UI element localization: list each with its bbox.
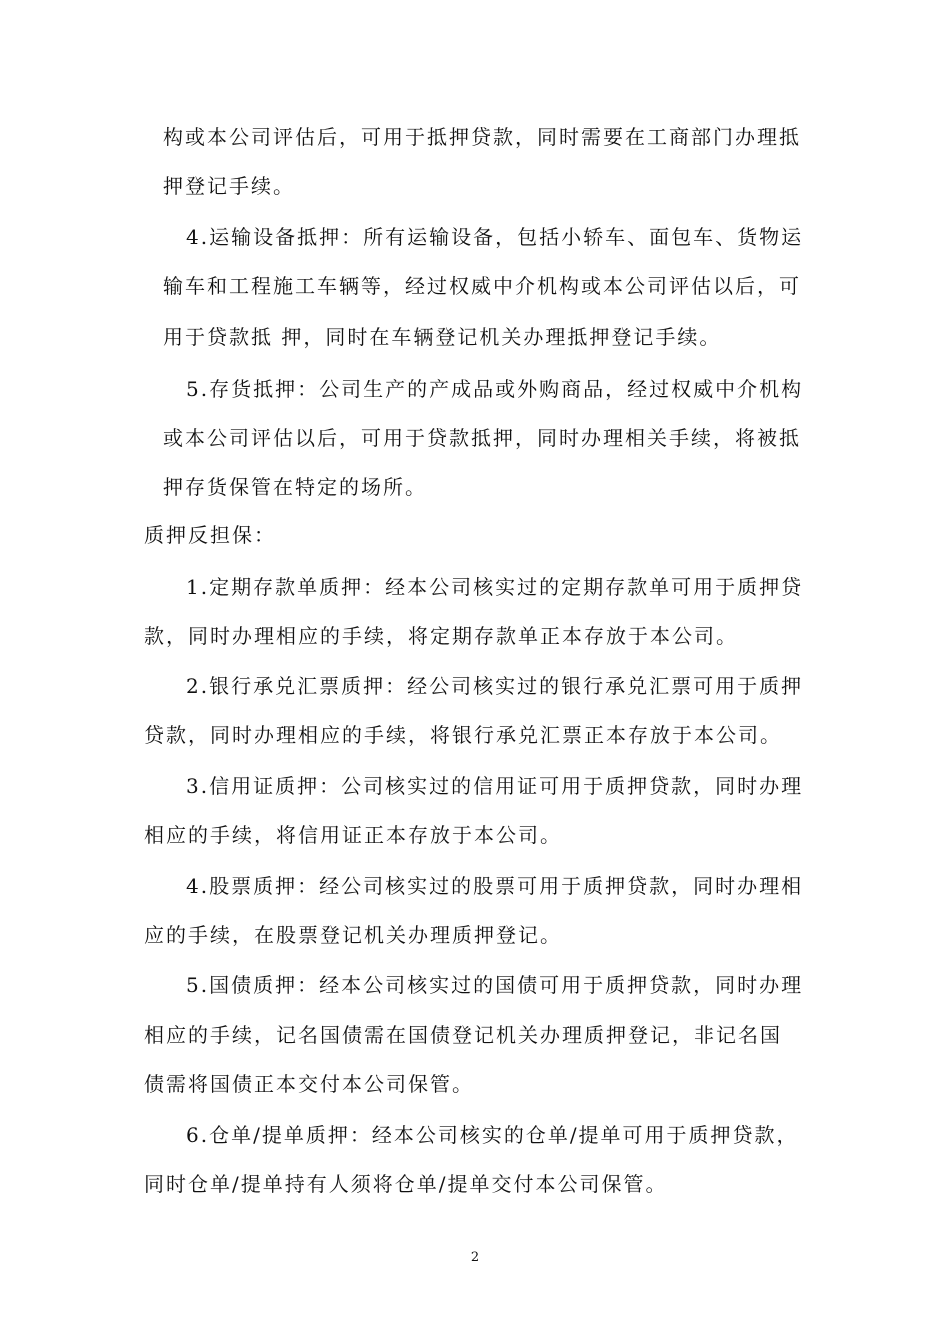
body-text-line: 3.信用证质押：公司核实过的信用证可用于质押贷款，同时办理 — [186, 774, 804, 798]
body-text-line: 押登记手续。 — [163, 174, 295, 198]
body-text-line: 用于贷款抵 押，同时在车辆登记机关办理抵押登记手续。 — [163, 325, 722, 349]
page-number: 2 — [470, 1250, 480, 1265]
body-text-line: 5.存货抵押：公司生产的产成品或外购商品，经过权威中介机构 — [186, 377, 804, 401]
body-text-line: 相应的手续，记名国债需在国债登记机关办理质押登记，非记名国 — [144, 1023, 782, 1047]
body-text-line: 构或本公司评估后，可用于抵押贷款，同时需要在工商部门办理抵 — [163, 125, 801, 149]
body-text-line: 款，同时办理相应的手续，将定期存款单正本存放于本公司。 — [144, 624, 738, 648]
body-text-line: 相应的手续，将信用证正本存放于本公司。 — [144, 823, 562, 847]
body-text-line: 4.运输设备抵押：所有运输设备，包括小轿车、面包车、货物运 — [186, 225, 804, 249]
body-text-line: 1.定期存款单质押：经本公司核实过的定期存款单可用于质押贷 — [186, 575, 804, 599]
body-text-line: 2.银行承兑汇票质押：经公司核实过的银行承兑汇票可用于质押 — [186, 674, 804, 698]
body-text-line: 押存货保管在特定的场所。 — [163, 475, 427, 499]
body-text-line: 债需将国债正本交付本公司保管。 — [144, 1072, 474, 1096]
body-text-line: 4.股票质押：经公司核实过的股票可用于质押贷款，同时办理相 — [186, 874, 804, 898]
body-text-line: 应的手续，在股票登记机关办理质押登记。 — [144, 923, 562, 947]
body-text-line: 6.仓单/提单质押：经本公司核实的仓单/提单可用于质押贷款， — [186, 1123, 799, 1147]
body-text-line: 或本公司评估以后，可用于贷款抵押，同时办理相关手续，将被抵 — [163, 426, 801, 450]
body-text-line: 同时仓单/提单持有人须将仓单/提单交付本公司保管。 — [144, 1172, 668, 1196]
body-text-line: 贷款，同时办理相应的手续，将银行承兑汇票正本存放于本公司。 — [144, 723, 782, 747]
body-text-line: 输车和工程施工车辆等，经过权威中介机构或本公司评估以后，可 — [163, 274, 801, 298]
body-text-line: 5.国债质押：经本公司核实过的国债可用于质押贷款，同时办理 — [186, 973, 804, 997]
section-heading: 质押反担保： — [144, 523, 276, 547]
